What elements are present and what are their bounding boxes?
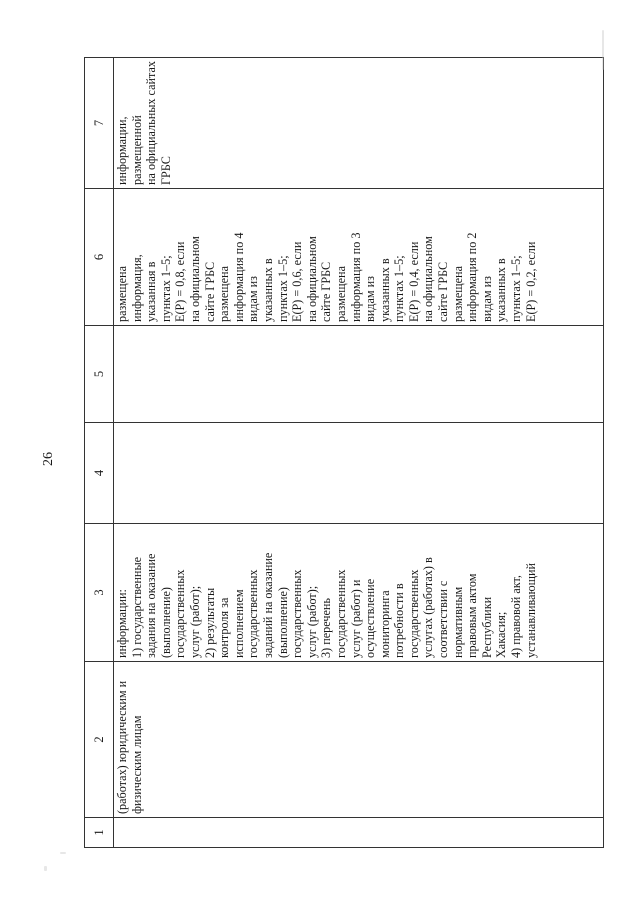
criteria-table: [84, 57, 604, 848]
table-row: [114, 58, 604, 848]
table-header-row: [85, 58, 114, 848]
cell-unit: [114, 423, 604, 524]
column-header: 1: [85, 818, 114, 848]
cell-number: [114, 818, 604, 848]
column-header: 3: [85, 524, 114, 662]
page-number: 26: [41, 452, 56, 466]
scan-artifact: [60, 852, 66, 854]
scan-artifact: [602, 30, 604, 70]
column-header: 7: [85, 58, 114, 189]
cell-weight: [114, 326, 604, 423]
column-header: 2: [85, 662, 114, 818]
cell-indicator-name: (работах) юридическим и физическим лицам: [114, 662, 604, 818]
column-header: 5: [85, 326, 114, 423]
cell-evaluation: размещена информация, указанная в пунктах 1–5; Е(Р) = 0,8, если на официальном сайте ГРБС размещена информация по 4 видам из указанных в пунктах 1–5; Е(Р) = 0,6, если на официальном сайте ГРБС размещена информация по 3 видам из указанных в пунктах 1–5; Е(Р) = 0,4, если на официальном сайте ГРБС размещена информация по 2 видам из указанных в пунктах 1–5; Е(Р) = 0,2, если: [114, 189, 604, 326]
column-header: 6: [85, 189, 114, 326]
cell-comment: информации, размещенной на официальных сайтах ГРБС: [114, 58, 604, 189]
scan-artifact: [44, 866, 47, 871]
rotated-page-content: [84, 58, 604, 848]
cell-calculation: информации: 1) государственные задания на оказание (выполнение) государственных услуг (работ); 2) результаты контроля за исполнением государственных заданий на оказание (выполнение) государственных услуг (работ); 3) перечень государственных услуг (работ) и осуществление мониторинга потребности в государственных услугах (работах) в соответствии с нормативным правовым актом Республики Хакасия; 4) правовой акт, устанавливающий: [114, 524, 604, 662]
column-header: 4: [85, 423, 114, 524]
